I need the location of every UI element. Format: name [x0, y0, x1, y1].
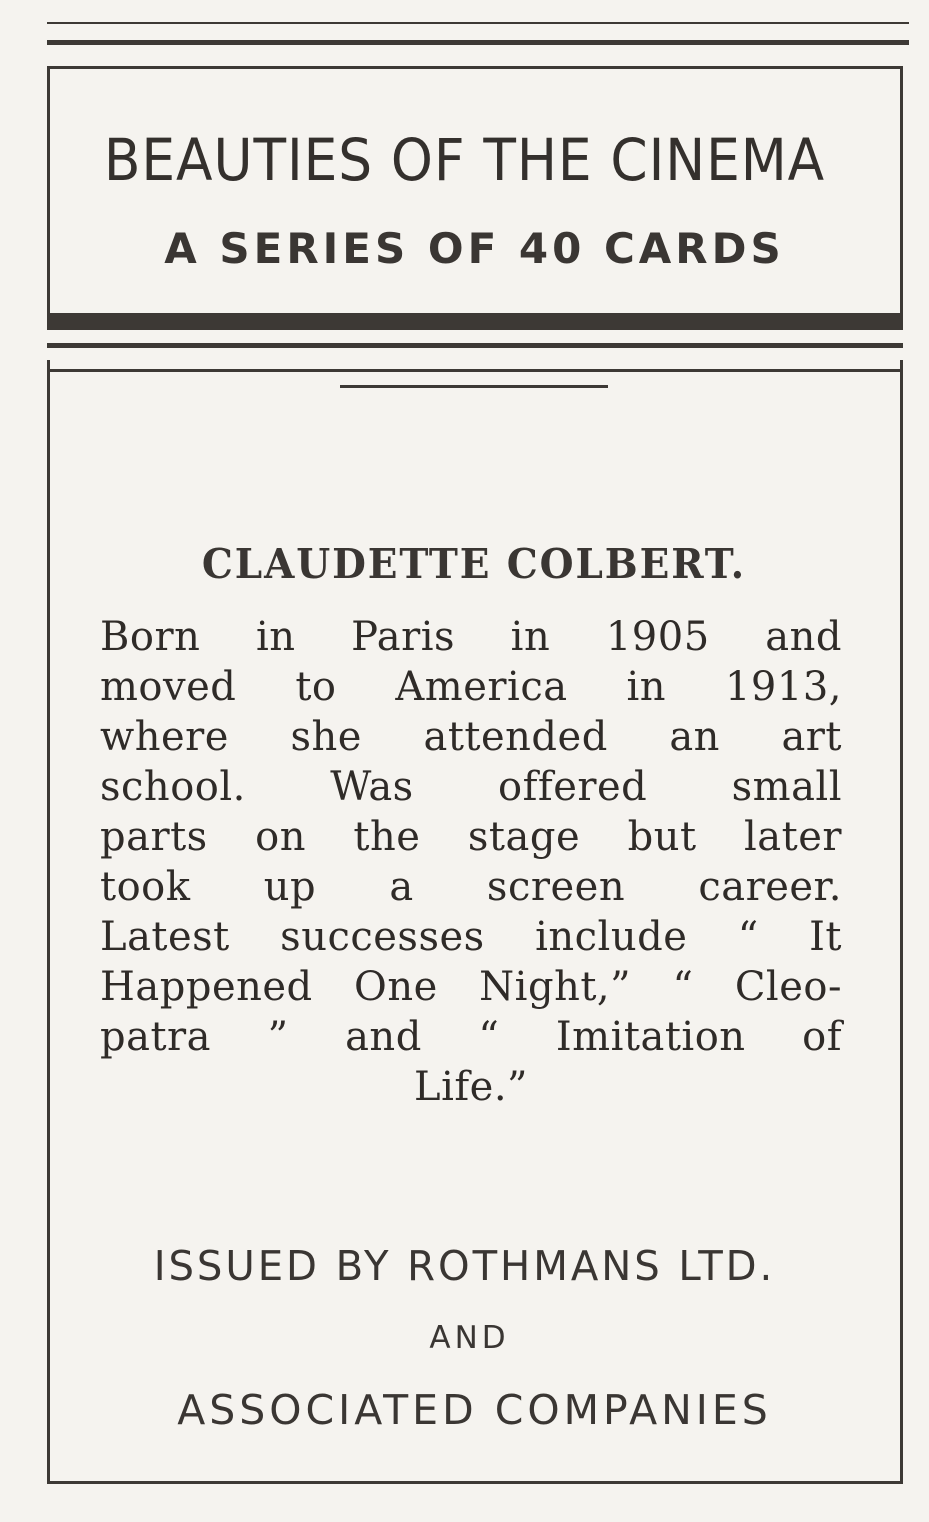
bio-line: patra ” and “ Imitation of — [100, 1014, 842, 1060]
top-rule-thin — [47, 22, 909, 24]
bio-line: moved to America in 1913, — [100, 664, 842, 710]
bio-line: Life.” — [414, 1064, 528, 1110]
bio-line: parts on the stage but later — [100, 814, 842, 860]
bio-line: took up a screen career. — [100, 864, 842, 910]
bio-line: school. Was offered small — [100, 764, 842, 810]
issuer-line-3: ASSOCIATED COMPANIES — [177, 1386, 772, 1434]
header-divider-thin — [47, 343, 903, 348]
series-title: BEAUTIES OF THE CINEMA — [103, 126, 826, 194]
bio-line: where she attended an art — [100, 714, 842, 760]
bio-line: Latest successes include “ It — [100, 914, 842, 960]
subject-name: CLAUDETTE COLBERT. — [201, 540, 747, 588]
top-rule — [47, 40, 909, 45]
bio-line: Happened One Night,” “ Cleo- — [100, 964, 842, 1010]
series-subtitle: A SERIES OF 40 CARDS — [164, 224, 785, 273]
biography-text — [100, 612, 842, 1112]
issuer-line-1: ISSUED BY ROTHMANS LTD. — [153, 1242, 776, 1290]
ornament-rule — [340, 385, 608, 388]
header-divider-thick — [47, 313, 903, 330]
bio-line: Born in Paris in 1905 and — [100, 614, 842, 660]
issuer-line-2: AND — [429, 1320, 510, 1356]
